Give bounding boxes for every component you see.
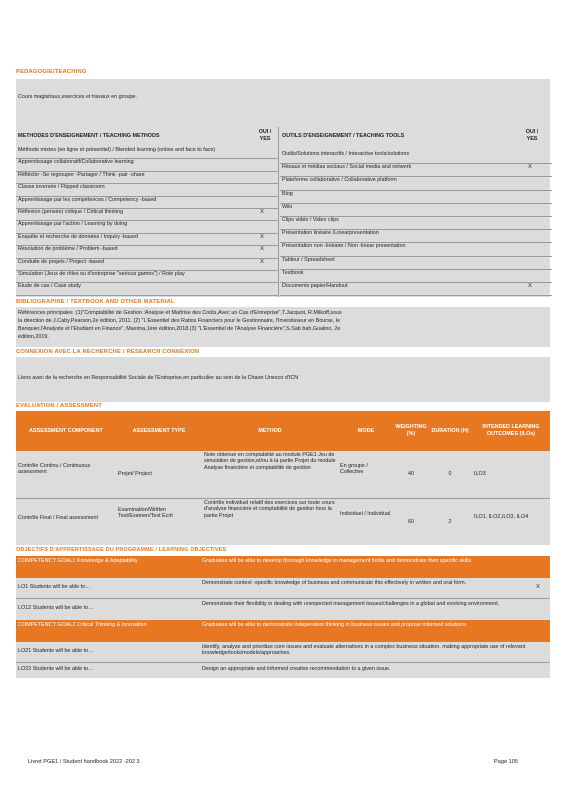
lo12-id: LO12 Students will be able to… (18, 605, 94, 611)
tool-row-mark: X (528, 283, 532, 289)
eval-row2-ilo: ILO1, ILO2,ILO3, ILO4 (474, 514, 529, 520)
methods-table (16, 127, 550, 297)
lo21-text: Identify, analyze and prioritize core issues and evaluate alternatives in a complex business situation, making appropriate use of relevant knowledge/tools/models/approaches. (202, 644, 526, 657)
pedagogy-title: PEDAGOGIE/TEACHING (16, 69, 87, 75)
goal2-text: Graduates will be able to demonstrate independent thinking in business issues and propose informed solutions. (202, 622, 468, 628)
method-row-text: Apprentissage par les compétences / Competency -based (18, 196, 157, 203)
pedagogy-text: Cours magistraux,exercices et travaux en groupe. (18, 94, 137, 100)
goal2-los (16, 642, 550, 678)
methods-right-yes: OUI / YES (525, 129, 539, 142)
method-row-text: Méthode mixtes (en ligne et présentiel) / Blended learning (online and face to face) (18, 147, 216, 153)
goal2-row (16, 620, 550, 642)
method-row-mark: X (260, 209, 264, 215)
eval-header-type: ASSESSMENT TYPE (132, 427, 186, 434)
eval-row2-component: Contrôle Final / Final assessment (18, 515, 98, 521)
method-row-text: Enquête et recherche de données / Inquiry -based (18, 233, 138, 240)
goal1-label: COMPETENCY GOAL1 Knowledge & Adaptability (18, 558, 138, 564)
tool-row-text: Blog (282, 190, 293, 197)
eval-row1-method: Note obtenue en comptabilité au module PGE1 Jeu de simulation de gestion,et/ou à la partie Projet du module Analyse financière et comptabilité de gestion (204, 452, 336, 471)
eval-row1-mode: En groupe / Collective (340, 463, 368, 476)
lo22-text: Design an appropriate and informed creative recommendation to a given issue. (202, 666, 391, 672)
tool-row-text: Wiki (282, 203, 293, 210)
pedagogy-box (16, 79, 550, 127)
bibliography-line: la direction de J.Caby,Pearson,2e édition, 2011. (2) "L'Essentiel des Ratios Financiers pour le Gestionnaire, l'Investisseur en Bourse, le (18, 318, 340, 324)
eval-header-ilo: INTENDED LEARNING OUTCOMES (ILOs) (482, 424, 540, 437)
method-row-divider (16, 295, 278, 296)
tool-row-text: Textbook (282, 269, 304, 276)
method-row-text: Etude de cas / Case study (18, 283, 81, 290)
method-row-text: Classe inversée / Flipped classroom (18, 184, 105, 191)
eval-header-duration: DURATION (H) (431, 427, 469, 434)
lo11-id: LO1 Students will be able to… (18, 584, 91, 590)
methods-left-yes: OUI / YES (258, 129, 272, 142)
tool-row-text: Documents papier/Handout (282, 283, 348, 289)
tool-row-text: Résaux et médias sociaux / Social media and network (282, 164, 412, 171)
method-row-text: Apprentissage par l'action / Learning by doing (18, 221, 128, 228)
goal1-text: Graduates will be able to develop thorough knowledge in management fields and demonstrate their specific skills. (202, 558, 473, 564)
method-row-text: Réflexion (pensée) critique / Critical thinking (18, 209, 124, 215)
lo11-mark: X (536, 584, 540, 590)
objectives-title: OBJECTIFS D'APPRENTISSAGE DU PROGRAMME / LEARNING OBJECTIVES (16, 547, 227, 553)
method-row-text: Conduite de projets / Project -based (18, 258, 105, 265)
eval-header-method: METHOD (258, 427, 282, 434)
method-row-mark: X (260, 246, 264, 253)
tool-row-text: Présentation non -linéaire / Non -linear presentation (282, 243, 406, 250)
research-title: CONNEXION AVEC LA RECHERCHE / RESEARCH CONNEXION (16, 349, 200, 355)
eval-header-component: ASSESSMENT COMPONENT (29, 427, 103, 434)
method-row-text: Apprentissage collaboratif/Collaborative learning (18, 159, 134, 166)
bibliography-line: Références principales :(1)"Comptabilité de Gestion :Analyse et Maîtrise des Coûts,Avec un Cas d'Entreprise",T.Jacquot, R.Milkoff,sous (18, 310, 342, 316)
method-row-mark: X (260, 258, 264, 265)
methods-right-header: OUTILS D'ENSEIGNEMENT / TEACHING TOOLS (282, 133, 405, 139)
eval-row1-duration: 0 (448, 471, 452, 477)
tool-row-text: Clips vidéo / Video clips (282, 217, 339, 223)
bibliography-line: Banquier,l'Analyste et l'Etudiant en Finance", Maxima,1ère édition,2018.(3) "L'Essentiel de l'Analyse Financière",S.Sab bah,Gualino, 2e (18, 326, 341, 332)
goal1-row (16, 556, 550, 578)
eval-row1-type: Projet/ Project (118, 471, 152, 477)
tool-row-text: Présentation linéaire /Linearpresentation (282, 230, 379, 237)
footer-page: Page 105 (494, 759, 518, 765)
lo-divider (16, 662, 550, 663)
lo11-text: Demonstrate context -specific knowledge of business and communicate this effectively in written and oral form. (202, 580, 467, 586)
methods-left-header: METHODES D'ENSEIGNEMENT / TEACHING METHODS (18, 133, 160, 139)
research-box (16, 357, 550, 402)
evaluation-title: EVALUATION / ASSESSMENT (16, 403, 102, 409)
method-row-mark: X (260, 233, 264, 240)
lo21-id: LO21 Students will be able to… (18, 648, 94, 654)
eval-row2-weight: 60 (408, 519, 414, 525)
tool-row-mark: X (528, 164, 532, 171)
goal1-los (16, 578, 550, 620)
tool-row-text: Tableur / Spreadsheet (282, 256, 335, 263)
bibliography-line: édition,2019. (18, 334, 49, 340)
bibliography-box (16, 307, 550, 347)
eval-row2-duration: 2 (448, 519, 452, 525)
lo-divider (16, 598, 550, 599)
method-row-text: Résolution de problème / Problem -based (18, 246, 118, 253)
evaluation-body (16, 451, 550, 545)
evaluation-row-divider (16, 498, 550, 499)
eval-header-weight: WEIGHTING (%) (395, 424, 427, 437)
evaluation-header (16, 411, 550, 451)
method-row-text: Simulation (Jeux de rôles ou d'entreprise "serious games") / Role play (18, 271, 185, 277)
goal2-label: COMPETENCY GOAL2 Critical Thinking & Innovation (18, 622, 147, 628)
eval-row2-method: Contrôle individuel relatif des exercices sur toute cours d'analyse financière et comptabilité de gestion hors la partie Projet (204, 500, 335, 519)
bibliography-title: BIBLIOGRAPHIE / TEXTBOOK AND OTHER MATERIAL (16, 299, 175, 305)
eval-row1-weight: 40 (408, 471, 414, 477)
eval-header-mode: MODE (357, 427, 375, 434)
eval-row1-component: Contrôle Continu / Continuous assessment (18, 463, 91, 476)
eval-row2-type: Examination/Written Test/Examen/Test Ecrit (118, 507, 173, 520)
tool-row-text: Plateforme collaborative / Collaborative platform (282, 177, 397, 184)
tool-row-divider (280, 295, 552, 296)
method-row-text: Réfléchir -Se regrouper -Partager / Think -pair -share (18, 171, 145, 178)
research-text: Liens avec de la recherche en Responsabilité Sociale de l'Entreprise,en particulier au sein de la Chaire Unesco d'ICN (18, 375, 299, 381)
tool-row-text: Outils/Solutions interactifs / Interactive tools/solutions (282, 151, 410, 157)
lo12-text: Demonstrate their flexibility in dealing with unexpected management issues/challenges in a global and evolving environment. (202, 601, 500, 607)
footer-left: Livret PGE1 / Student handbook 2022 -202 3 (28, 759, 140, 765)
eval-row1-ilo: ILO3 (474, 471, 486, 477)
eval-row2-mode: Individuel / Individual (340, 511, 391, 517)
methods-divider (278, 127, 279, 297)
lo22-id: LO22 Students will be able to… (18, 666, 94, 672)
